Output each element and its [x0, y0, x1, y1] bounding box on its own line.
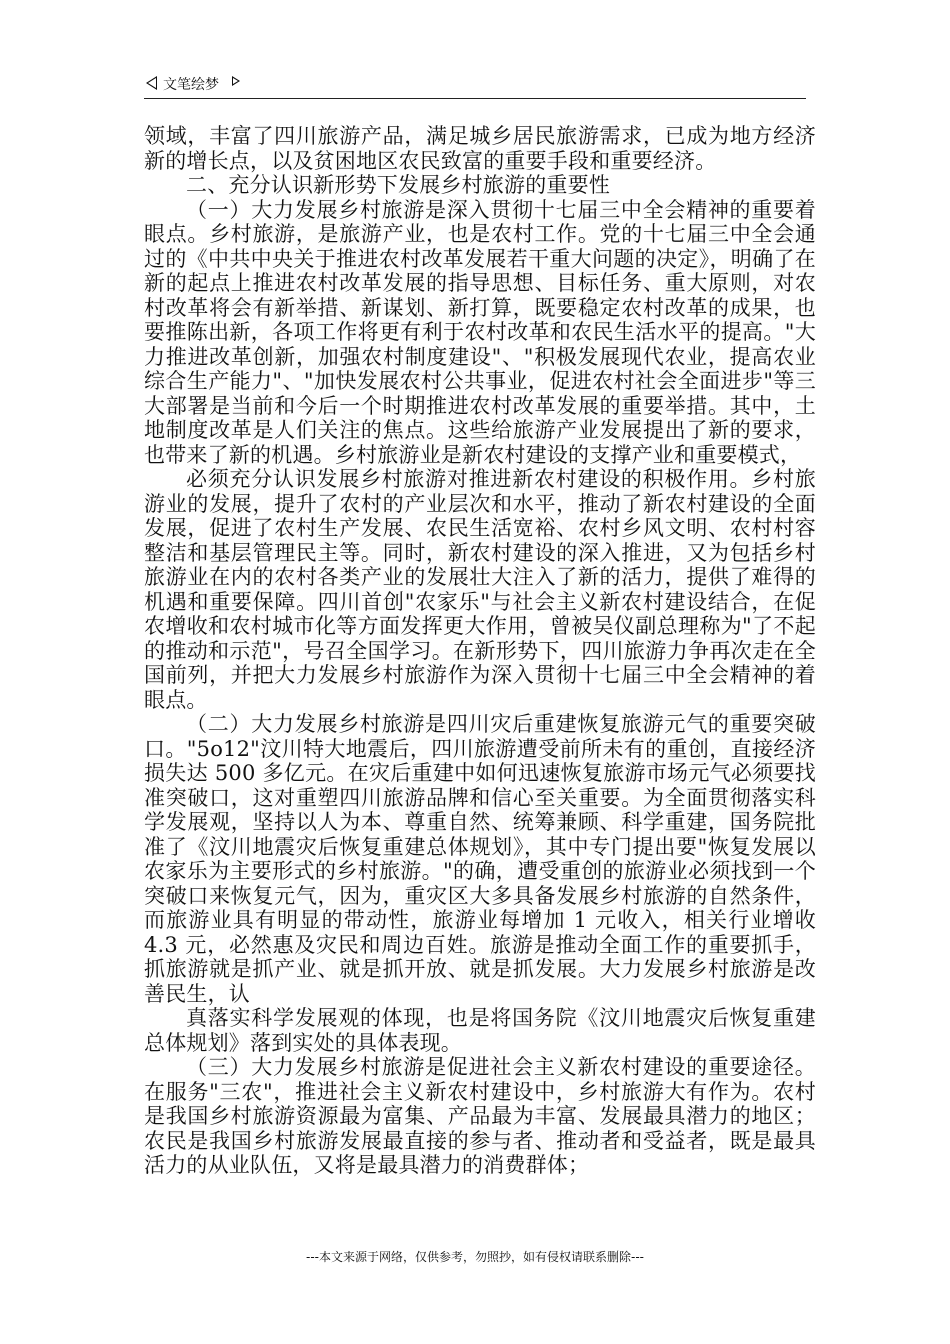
page-header [144, 70, 806, 99]
paragraph-point-1: （一）大力发展乡村旅游是深入贯彻十七届三中全会精神的重要着眼点。乡村旅游，是旅游产业，也是农村工作。党的十七届三中全会通过的《中共中央关于推进农村改革发展若干重大问题的决定》，明确了在新的起点上推进农村改革发展的指导思想、目标任务、重大原则，对农村改革将会有新举措、新谋划、新打算，既要稳定农村改革的成果，也要推陈出新，各项工作将更有利于农村改革和农民生活水平的提高。"大力推进改革创新，加强农村制度建设"、"积极发展现代农业，提高农业综合生产能力"、"加快发展农村公共事业，促进农村社会全面进步"等三大部署是当前和今后一个时期推进农村改革发展的重要举措。其中，土地制度改革是人们关注的焦点。这些给旅游产业发展提出了新的要求，也带来了新的机遇。乡村旅游业是新农村建设的支撑产业和重要模式， [144, 197, 816, 467]
header-brand: 文笔绘梦 [163, 77, 219, 93]
section-heading: 二、充分认识新形势下发展乡村旅游的重要性 [186, 173, 610, 197]
triangle-right-icon [232, 76, 240, 86]
footer-notice: ---本文来源于网络，仅供参考，勿照抄，如有侵权请联系删除--- [306, 1250, 644, 1264]
paragraph-continuation: 领域，丰富了四川旅游产品，满足城乡居民旅游需求，已成为地方经济新的增长点，以及贫困地区农民致富的重要手段和重要经济。 [144, 124, 816, 173]
paragraph-point-2-continued: 真落实科学发展观的体现，也是将国务院《汶川地震灾后恢复重建总体规划》落到实处的具体表现。 [144, 1006, 816, 1055]
document-body [144, 124, 816, 1178]
paragraph-point-1-continued: 必须充分认识发展乡村旅游对推进新农村建设的积极作用。乡村旅游业的发展，提升了农村的产业层次和水平，推动了新农村建设的全面发展，促进了农村生产发展、农民生活宽裕、农村乡风文明、农村村容整洁和基层管理民主等。同时，新农村建设的深入推进，又为包括乡村旅游业在内的农村各类产业的发展壮大注入了新的活力，提供了难得的机遇和重要保障。四川首创"农家乐"与社会主义新农村建设结合，在促农增收和农村城市化等方面发挥更大作用，曾被吴仪副总理称为"了不起的推动和示范"，号召全国学习。在新形势下，四川旅游力争再次走在全国前列，并把大力发展乡村旅游作为深入贯彻十七届三中全会精神的着眼点。 [144, 467, 816, 712]
paragraph-point-2: （二）大力发展乡村旅游是四川灾后重建恢复旅游元气的重要突破口。"5o12"汶川特大地震后，四川旅游遭受前所未有的重创，直接经济损失达 500 多亿元。在灾后重建中如何迅速恢复旅游市场元气必须要找准突破口，这对重塑四川旅游品牌和信心至关重要。为全面贯彻落实科学发展观，坚持以人为本、尊重自然、统筹兼顾、科学重建，国务院批准了《汶川地震灾后恢复重建总体规划》，其中专门提出要"恢复发展以农家乐为主要形式的乡村旅游。"的确，遭受重创的旅游业必须找到一个突破口来恢复元气，因为，重灾区大多具备发展乡村旅游的自然条件，而旅游业具有明显的带动性，旅游业每增加 1 元收入，相关行业增收 4.3 元，必然惠及灾民和周边百姓。旅游是推动全面工作的重要抓手，抓旅游就是抓产业、就是抓开放、就是抓发展。大力发展乡村旅游是改善民生，认 [144, 712, 816, 1006]
triangle-left-icon [146, 76, 157, 90]
paragraph-point-3: （三）大力发展乡村旅游是促进社会主义新农村建设的重要途径。在服务"三农"，推进社会主义新农村建设中，乡村旅游大有作为。农村是我国乡村旅游资源最为富集、产品最为丰富、发展最具潜力的地区；农民是我国乡村旅游发展最直接的参与者、推动者和受益者，既是最具活力的从业队伍，又将是最具潜力的消费群体； [144, 1055, 816, 1177]
